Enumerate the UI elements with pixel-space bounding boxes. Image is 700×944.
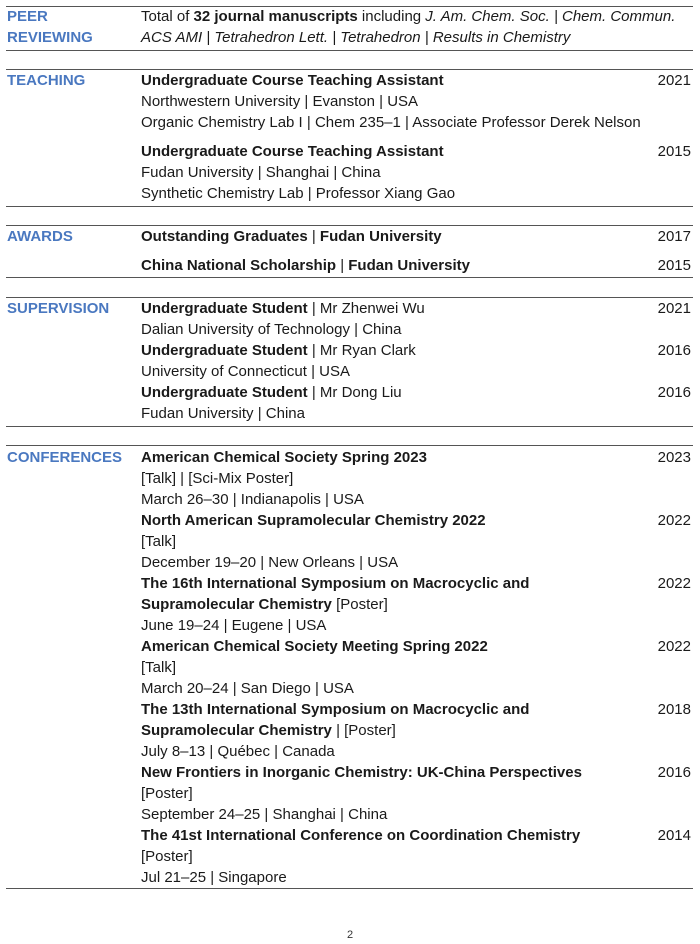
award-separator: | — [336, 257, 349, 274]
award-year: 2015 — [657, 257, 691, 274]
conference-year: 2023 — [657, 449, 691, 466]
award-item — [141, 255, 470, 276]
teaching-year: 2021 — [657, 72, 691, 89]
supervision-year: 2016 — [657, 384, 691, 401]
conference-title — [141, 573, 529, 594]
peer-review-journals-2-text: ACS AMI | Tetrahedron Lett. | Tetrahedron | Results in Chemistry — [141, 29, 571, 46]
conference-title-continued — [141, 594, 388, 615]
conference-type: [Poster] — [141, 848, 193, 865]
supervision-institution: Dalian University of Technology | China — [141, 321, 402, 338]
section-rule — [6, 277, 693, 278]
conference-title — [141, 447, 427, 468]
peer-review-count: 32 journal manuscripts — [193, 8, 358, 25]
teaching-year: 2015 — [657, 143, 691, 160]
conference-year: 2018 — [657, 701, 691, 718]
conference-details: July 8–13 | Québec | Canada — [141, 743, 335, 760]
teaching-title — [141, 70, 444, 91]
conference-details: Jul 21–25 | Singapore — [141, 869, 287, 886]
conference-title — [141, 762, 582, 783]
conference-title-text: American Chemical Society Meeting Spring 2022 — [141, 638, 488, 655]
conference-title-text: The 41st International Conference on Coordination Chemistry — [141, 827, 581, 844]
conference-year: 2022 — [657, 638, 691, 655]
conference-type: [Talk] — [141, 659, 177, 676]
section-rule — [6, 50, 693, 51]
award-name: China National Scholarship — [141, 257, 337, 274]
peer-review-summary — [141, 6, 675, 27]
conference-title — [141, 825, 580, 846]
conference-title — [141, 636, 488, 657]
supervision-student — [141, 298, 425, 319]
peer-review-journals-1: J. Am. Chem. Soc. | Chem. Commun. — [425, 8, 676, 25]
section-heading-teaching: TEACHING — [7, 72, 86, 89]
section-rule — [6, 445, 693, 446]
teaching-title — [141, 141, 444, 162]
section-heading-awards: AWARDS — [7, 228, 73, 245]
conference-type: [Poster] — [141, 785, 193, 802]
section-heading-conferences: CONFERENCES — [7, 449, 123, 466]
conference-title — [141, 699, 529, 720]
section-heading-peer-reviewing — [7, 6, 93, 48]
supervision-title: Undergraduate Student — [141, 384, 308, 401]
supervision-name: | Mr Dong Liu — [307, 384, 402, 401]
conference-details: December 19–20 | New Orleans | USA — [141, 554, 399, 571]
section-rule-bottom — [6, 888, 693, 889]
conference-type: [Talk] | [Sci-Mix Poster] — [141, 470, 294, 487]
conference-year: 2022 — [657, 575, 691, 592]
teaching-title-text: Undergraduate Course Teaching Assistant — [141, 143, 444, 160]
supervision-title: Undergraduate Student — [141, 300, 308, 317]
conference-title-text-2: Supramolecular Chemistry — [141, 596, 332, 613]
page-number: 2 — [346, 929, 354, 941]
conference-title-text: The 13th International Symposium on Macrocyclic and — [141, 701, 530, 718]
peer-review-including: including — [357, 8, 426, 25]
supervision-year: 2016 — [657, 342, 691, 359]
award-item — [141, 226, 442, 247]
peer-heading-line-2: REVIEWING — [7, 29, 93, 46]
section-heading-supervision: SUPERVISION — [7, 300, 110, 317]
teaching-institution: Northwestern University | Evanston | USA — [141, 93, 419, 110]
section-rule — [6, 426, 693, 427]
peer-review-prefix: Total of — [141, 8, 194, 25]
award-year: 2017 — [657, 228, 691, 245]
conference-details: March 20–24 | San Diego | USA — [141, 680, 354, 697]
teaching-institution: Fudan University | Shanghai | China — [141, 164, 381, 181]
conference-title-text: The 16th International Symposium on Macrocyclic and — [141, 575, 530, 592]
conference-details: June 19–24 | Eugene | USA — [141, 617, 327, 634]
conference-year: 2022 — [657, 512, 691, 529]
conference-year: 2016 — [657, 764, 691, 781]
conference-title-continued — [141, 720, 396, 741]
supervision-name: | Mr Ryan Clark — [307, 342, 416, 359]
supervision-student — [141, 340, 416, 361]
teaching-title-text: Undergraduate Course Teaching Assistant — [141, 72, 444, 89]
conference-title — [141, 510, 486, 531]
award-org: Fudan University — [319, 228, 442, 245]
conference-title-text: New Frontiers in Inorganic Chemistry: UK-China Perspectives — [141, 764, 582, 781]
teaching-course: Synthetic Chemistry Lab | Professor Xiang Gao — [141, 185, 456, 202]
award-name: Outstanding Graduates — [141, 228, 308, 245]
conference-type: | [Poster] — [331, 722, 396, 739]
section-rule — [6, 206, 693, 207]
supervision-year: 2021 — [657, 300, 691, 317]
award-separator: | — [307, 228, 320, 245]
conference-title-text: North American Supramolecular Chemistry 2022 — [141, 512, 486, 529]
conference-details: March 26–30 | Indianapolis | USA — [141, 491, 364, 508]
conference-details: September 24–25 | Shanghai | China — [141, 806, 388, 823]
supervision-name: | Mr Zhenwei Wu — [307, 300, 425, 317]
supervision-institution: University of Connecticut | USA — [141, 363, 350, 380]
peer-heading-line-1: PEER — [7, 8, 48, 25]
award-org: Fudan University — [348, 257, 470, 274]
supervision-institution: Fudan University | China — [141, 405, 305, 422]
teaching-course: Organic Chemistry Lab I | Chem 235–1 | Associate Professor Derek Nelson — [141, 114, 641, 131]
supervision-student — [141, 382, 402, 403]
supervision-title: Undergraduate Student — [141, 342, 308, 359]
conference-type: [Poster] — [331, 596, 388, 613]
peer-review-journals-2 — [141, 27, 570, 48]
conference-title-text-2: Supramolecular Chemistry — [141, 722, 332, 739]
conference-title-text: American Chemical Society Spring 2023 — [141, 449, 427, 466]
conference-type: [Talk] — [141, 533, 177, 550]
conference-year: 2014 — [657, 827, 691, 844]
